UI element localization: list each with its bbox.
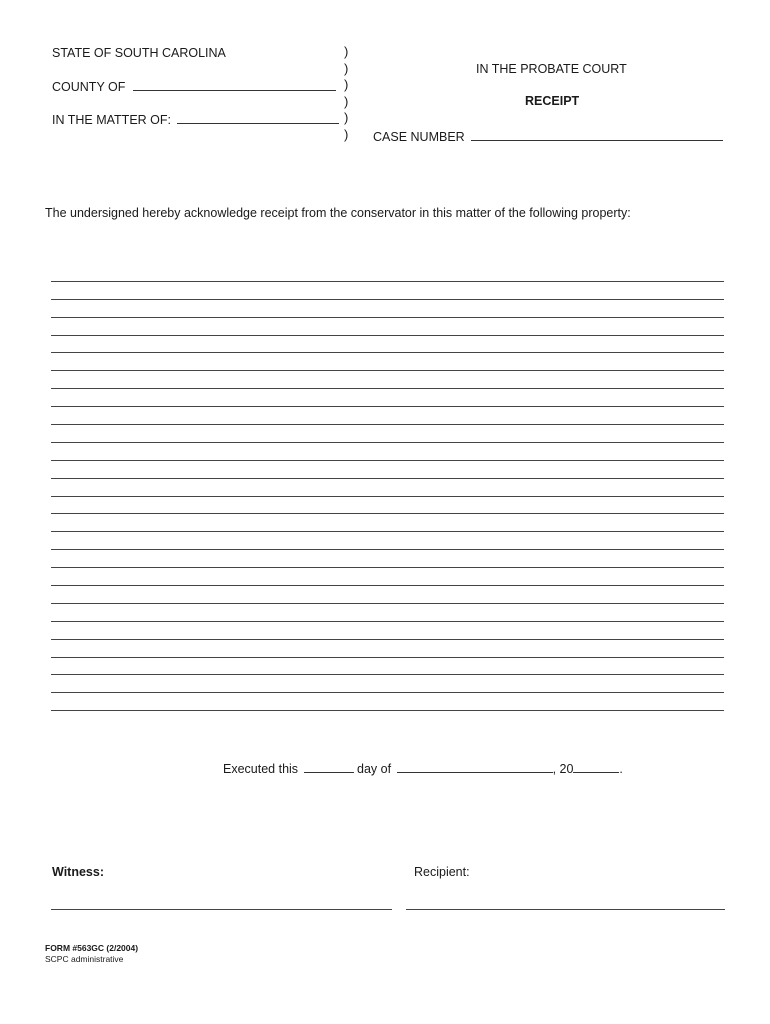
state-label: STATE OF SOUTH CAROLINA — [52, 46, 226, 60]
paren: ) — [344, 110, 349, 125]
agency-name: SCPC administrative — [45, 954, 124, 964]
property-line[interactable] — [51, 658, 724, 676]
month-field[interactable] — [397, 761, 553, 773]
property-line[interactable] — [51, 300, 724, 318]
property-line[interactable] — [51, 532, 724, 550]
day-of-label: day of — [357, 762, 392, 776]
property-line[interactable] — [51, 461, 724, 479]
property-line[interactable] — [51, 640, 724, 658]
property-line[interactable] — [51, 568, 724, 586]
county-field[interactable] — [133, 79, 336, 91]
matter-label: IN THE MATTER OF: — [52, 113, 171, 127]
matter-field[interactable] — [177, 112, 339, 124]
property-line[interactable] — [51, 336, 724, 354]
state-line — [52, 46, 226, 60]
property-line[interactable] — [51, 604, 724, 622]
paren: ) — [344, 60, 349, 76]
property-line[interactable] — [51, 282, 724, 300]
paren: ) — [344, 44, 349, 59]
property-line[interactable] — [51, 497, 724, 515]
court-name: IN THE PROBATE COURT — [476, 62, 627, 76]
property-line[interactable] — [51, 622, 724, 640]
county-line — [52, 79, 336, 94]
recipient-signature-line[interactable] — [406, 909, 725, 910]
document-title: RECEIPT — [525, 94, 580, 108]
paren: ) — [344, 126, 349, 142]
year-prefix: , 20 — [552, 762, 574, 776]
county-label: COUNTY OF — [52, 80, 126, 94]
property-line[interactable] — [51, 693, 724, 711]
property-lines — [51, 264, 724, 711]
property-line[interactable] — [51, 586, 724, 604]
property-line[interactable] — [51, 425, 724, 443]
form-code: FORM #563GC (2/2004) — [45, 943, 139, 953]
execution-line — [223, 761, 623, 776]
case-number-line — [373, 129, 723, 144]
case-number-field[interactable] — [471, 129, 723, 141]
executed-this-label: Executed this — [223, 762, 299, 776]
property-line[interactable] — [51, 264, 724, 282]
year-field[interactable] — [573, 761, 619, 773]
property-line[interactable] — [51, 443, 724, 461]
property-line[interactable] — [51, 371, 724, 389]
caption-divider — [344, 44, 354, 143]
witness-label: Witness: — [52, 865, 104, 879]
property-line[interactable] — [51, 353, 724, 371]
matter-line — [52, 112, 339, 127]
acknowledgement-text: The undersigned hereby acknowledge receipt from the conservator in this matter of the following property: — [45, 206, 631, 220]
property-line[interactable] — [51, 318, 724, 336]
paren: ) — [344, 77, 349, 92]
day-field[interactable] — [304, 761, 354, 773]
property-line[interactable] — [51, 389, 724, 407]
property-line[interactable] — [51, 550, 724, 568]
property-line[interactable] — [51, 675, 724, 693]
property-line[interactable] — [51, 407, 724, 425]
period: . — [619, 762, 623, 776]
paren: ) — [344, 93, 349, 109]
property-line[interactable] — [51, 479, 724, 497]
recipient-label: Recipient: — [414, 865, 470, 879]
case-number-label: CASE NUMBER — [373, 130, 465, 144]
property-line[interactable] — [51, 514, 724, 532]
witness-signature-line[interactable] — [51, 909, 392, 910]
